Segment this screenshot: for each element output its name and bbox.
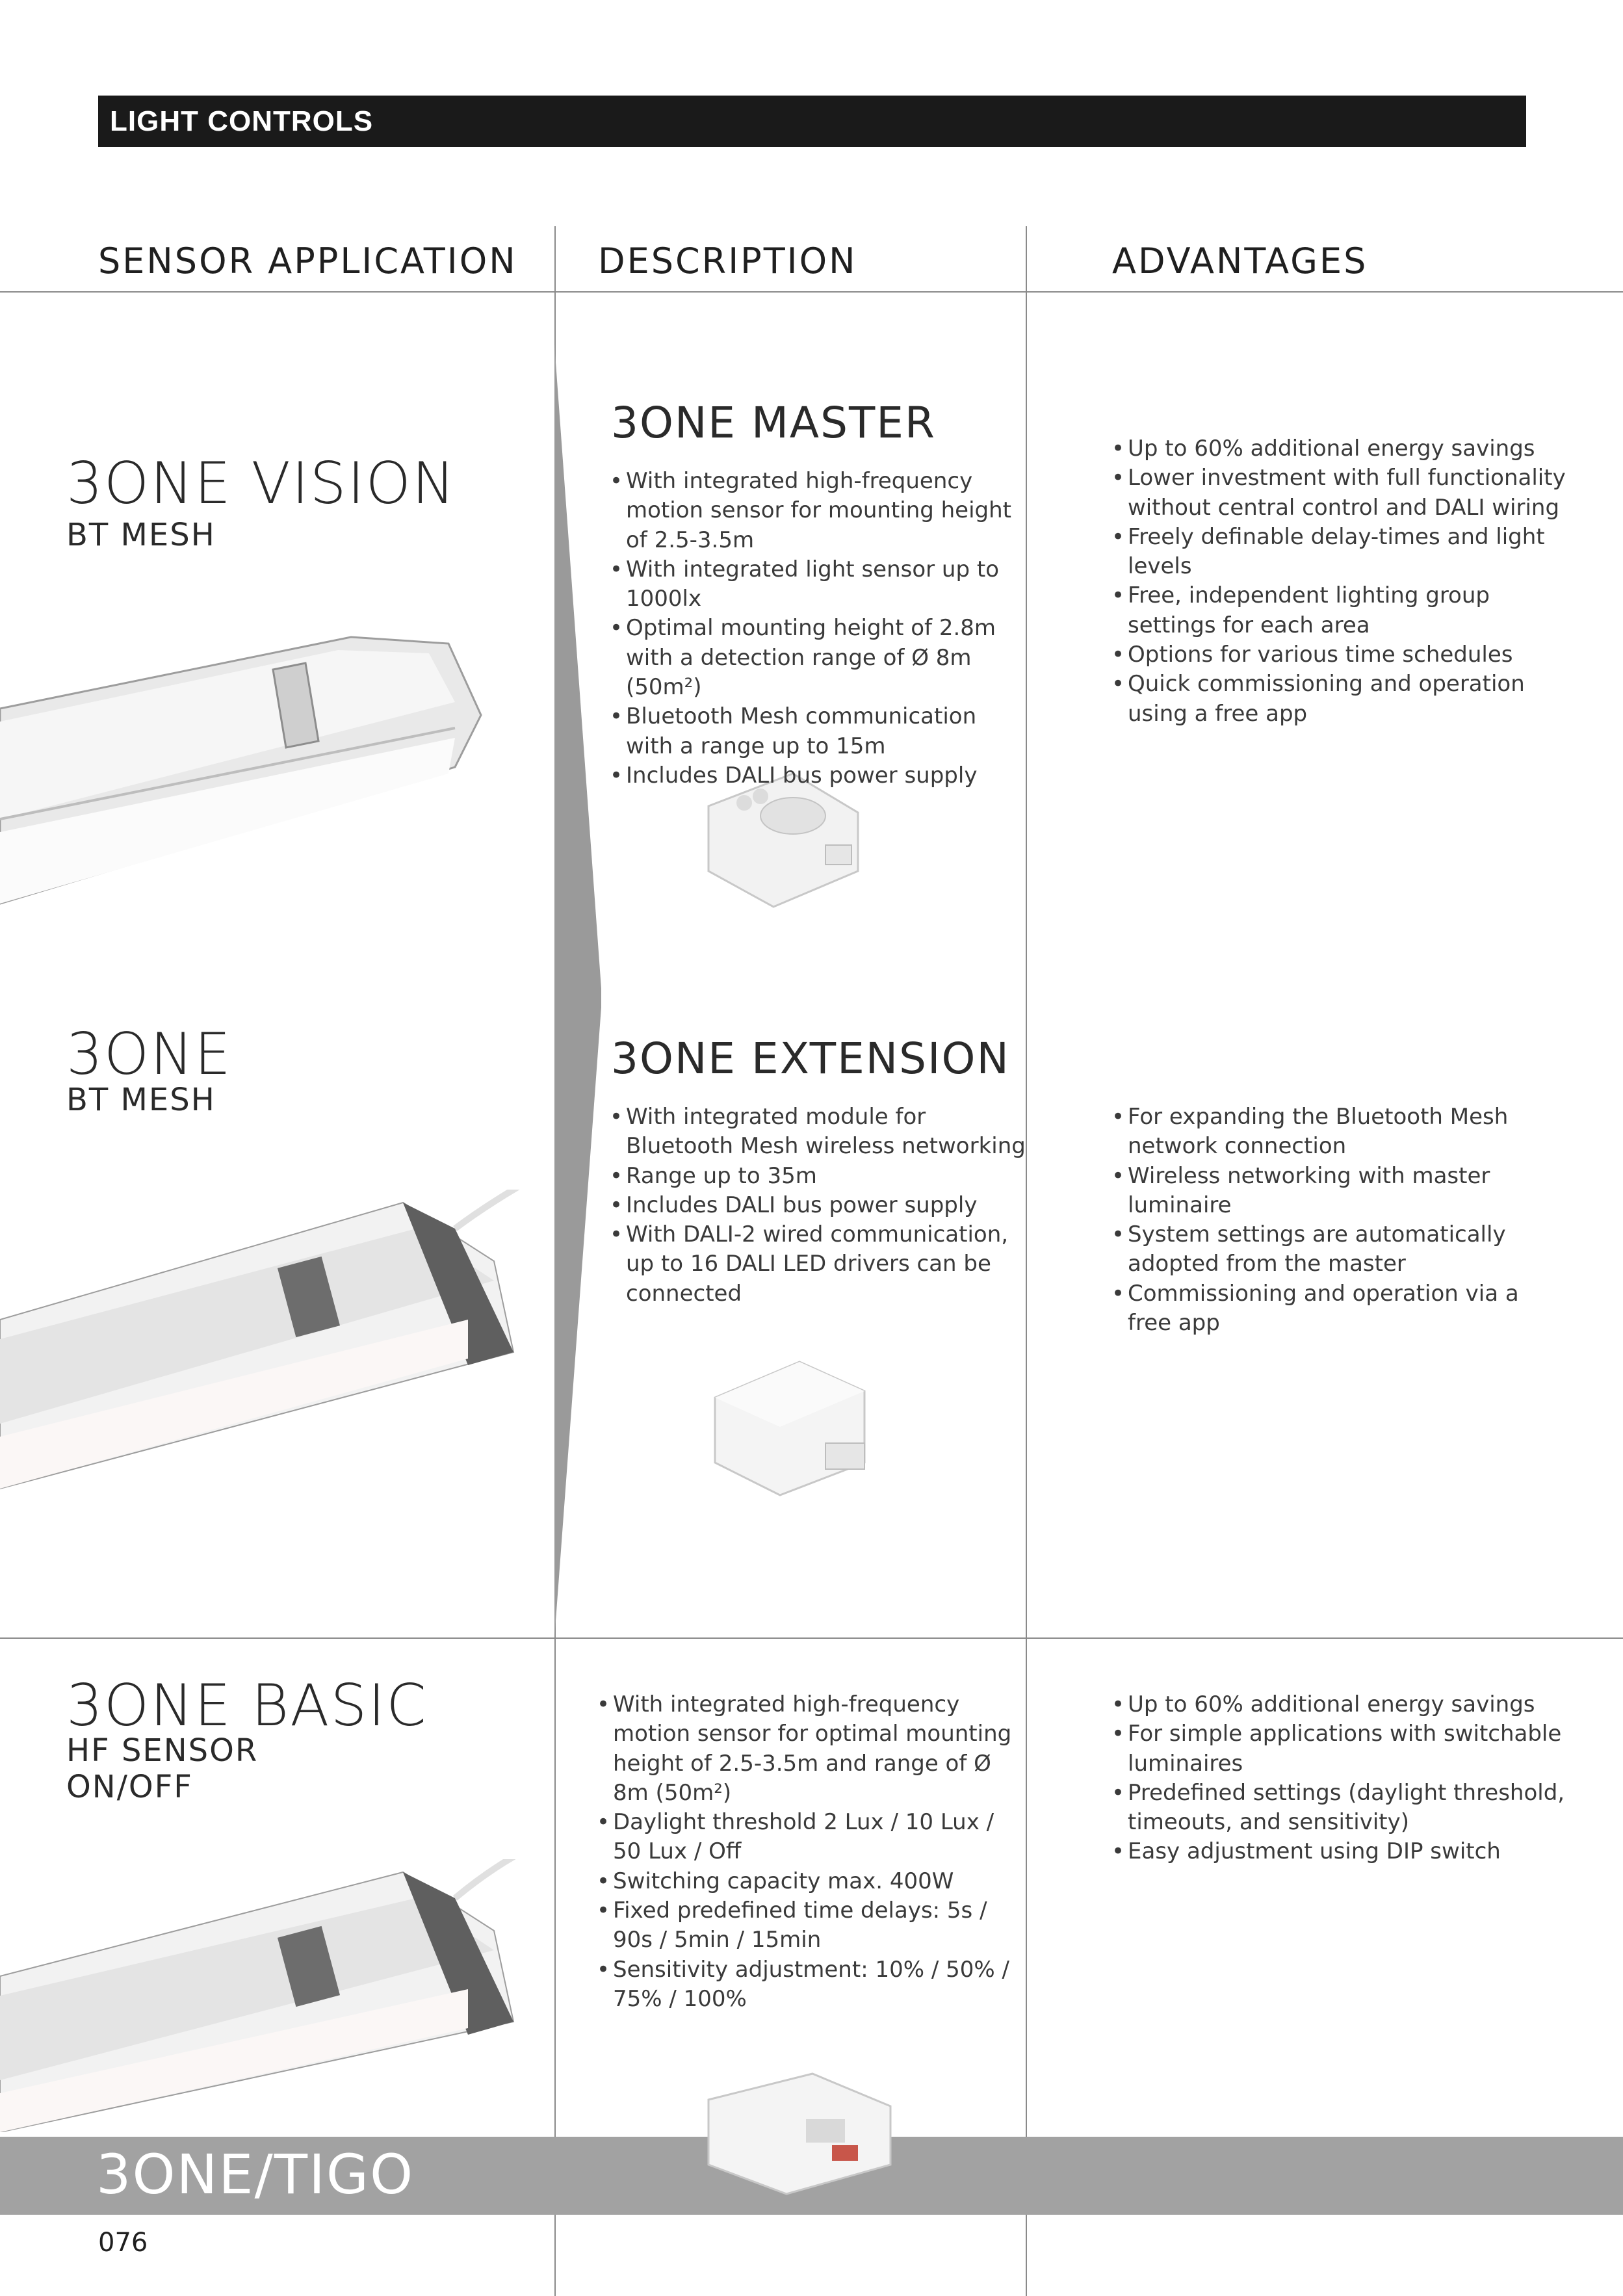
list-item: • Includes DALI bus power supply [610, 761, 1026, 790]
list-item: • Quick commissioning and operation using a free app [1111, 670, 1566, 729]
product-subtitle-3one: BT MESH [66, 1082, 216, 1118]
list-item: • Wireless networking with master luminaire [1111, 1162, 1553, 1221]
extension-module-image [702, 1352, 884, 1502]
list-item: • For expanding the Bluetooth Mesh network connection [1111, 1102, 1553, 1162]
list-item: • Sensitivity adjustment: 10% / 50% / 75% / 100% [597, 1955, 1013, 2015]
list-item: • Fixed predefined time delays: 5s / 90s / 5min / 15min [597, 1896, 1013, 1955]
description-title-3one-master: 3ONE MASTER [611, 398, 936, 448]
row-divider [0, 1637, 1623, 1639]
product-subtitle-line-1: HF SENSOR [66, 1732, 259, 1769]
list-item: • Includes DALI bus power supply [610, 1191, 1026, 1220]
description-list-3one-basic [597, 1690, 1013, 2014]
luminaire-vision-image [0, 624, 494, 910]
description-title-3one-extension: 3ONE EXTENSION [611, 1034, 1010, 1084]
list-item: • Range up to 35m [610, 1162, 1026, 1191]
list-item: • Commissioning and operation via a free app [1111, 1279, 1553, 1338]
list-item: • Optimal mounting height of 2.8m with a detection range of Ø 8m (50m²) [610, 614, 1026, 702]
list-item: • Free, independent lighting group settings for each area [1111, 581, 1566, 640]
list-item: • With integrated light sensor up to 1000lx [610, 555, 1026, 614]
luminaire-bt-mesh-image [0, 1190, 520, 1502]
section-header-bar [98, 96, 1526, 147]
description-list-3one-extension [610, 1102, 1026, 1309]
product-title-3one-vision: 3ONE VISION [66, 450, 456, 517]
list-item: • Daylight threshold 2 Lux / 10 Lux / 50 Lux / Off [597, 1808, 1013, 1867]
list-item: • With integrated high-frequency motion sensor for mounting height of 2.5-3.5m [610, 467, 1026, 555]
advantages-list-3one-basic [1111, 1690, 1566, 1867]
description-list-3one-master [610, 467, 1026, 790]
column-heading-description: DESCRIPTION [598, 241, 857, 281]
list-item: • Bluetooth Mesh communication with a range up to 15m [610, 702, 1026, 761]
header-divider [0, 291, 1623, 293]
advantages-list-3one [1111, 1102, 1553, 1338]
list-item: • Switching capacity max. 400W [597, 1867, 1013, 1896]
product-subtitle-3one-vision: BT MESH [66, 517, 216, 553]
page-number: 076 [98, 2228, 148, 2258]
list-item: • For simple applications with switchable luminaires [1111, 1719, 1566, 1779]
list-item: • With DALI-2 wired communication, up to 16 DALI LED drivers can be connected [610, 1220, 1026, 1309]
footer-title: 3ONE/TIGO [96, 2143, 415, 2206]
list-item: • With integrated high-frequency motion sensor for optimal mounting height of 2.5-3.5m and range of Ø 8m (50m²) [597, 1690, 1013, 1808]
basic-sensor-image [702, 2067, 897, 2197]
grouping-bracket [554, 345, 604, 1638]
advantages-list-3one-vision [1111, 434, 1566, 729]
list-item: • Up to 60% additional energy savings [1111, 434, 1566, 463]
list-item: • Up to 60% additional energy savings [1111, 1690, 1566, 1719]
product-title-3one-basic: 3ONE BASIC [66, 1672, 428, 1739]
list-item: • Freely definable delay-times and light levels [1111, 523, 1566, 582]
list-item: • With integrated module for Bluetooth Mesh wireless networking [610, 1102, 1026, 1162]
list-item: • Options for various time schedules [1111, 640, 1566, 670]
section-label: LIGHT CONTROLS [110, 105, 374, 137]
list-item: • Lower investment with full functionality without central control and DALI wiring [1111, 463, 1566, 523]
column-heading-advantages: ADVANTAGES [1112, 241, 1368, 281]
column-divider-right [1026, 226, 1027, 2296]
list-item: • Predefined settings (daylight threshold, timeouts, and sensitivity) [1111, 1779, 1566, 1838]
column-heading-sensor-application: SENSOR APPLICATION [98, 241, 517, 281]
list-item: • System settings are automatically adopted from the master [1111, 1220, 1553, 1279]
product-title-3one: 3ONE [66, 1021, 232, 1088]
product-subtitle-line-2: ON/OFF [66, 1769, 193, 1805]
list-item: • Easy adjustment using DIP switch [1111, 1837, 1566, 1866]
luminaire-basic-image [0, 1859, 520, 2132]
